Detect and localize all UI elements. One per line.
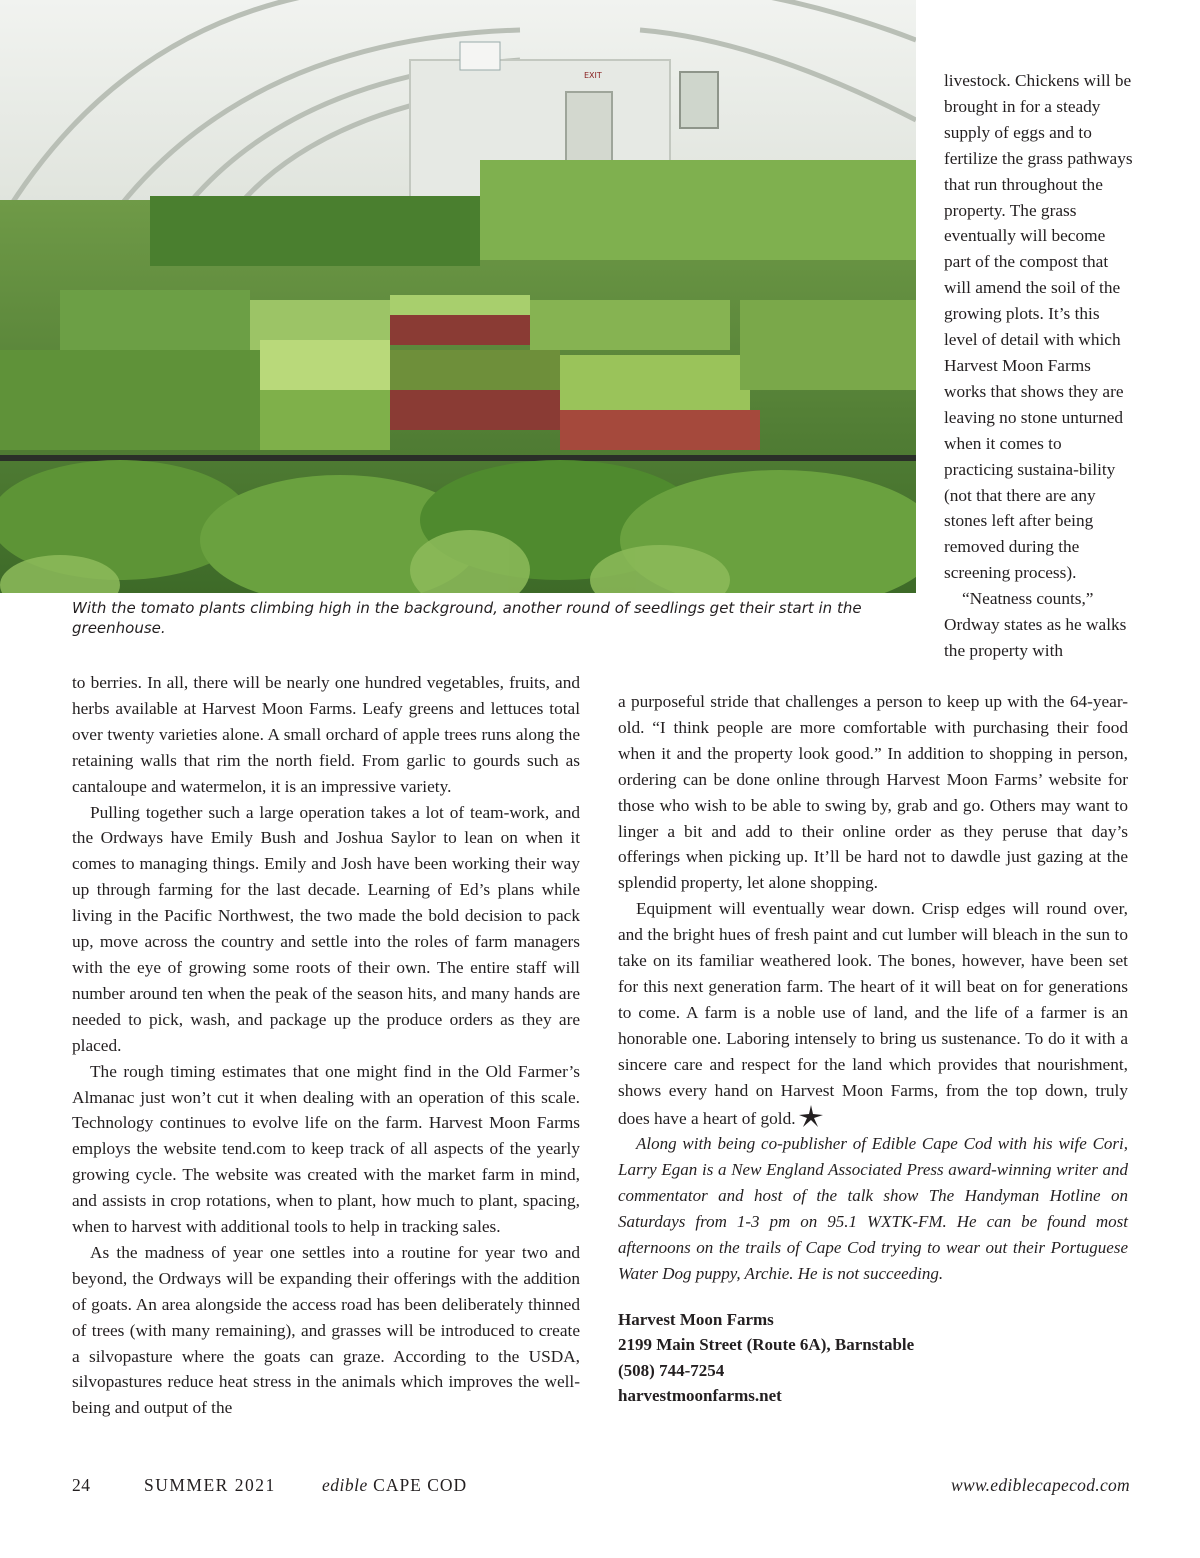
contact-phone: (508) 744-7254 <box>618 1360 725 1380</box>
greenhouse-photo <box>0 0 916 593</box>
greenhouse-illustration <box>0 0 916 593</box>
issue-label: SUMMER 2021 <box>144 1475 276 1495</box>
magazine-name-rest: CAPE COD <box>367 1475 468 1495</box>
article-paragraph: Pulling together such a large operation takes a lot of team-work, and the Ordways have Emily Bush and Joshua Saylor to lean on when it comes to managing things. Emily and Josh have been working their way up through farming for the last decade. Learning of Ed’s plans while living in the Pacific Northwest, the two made the bold decision to pack up, move across the country and settle into the roles of farm managers with the eye of growing some roots of their own. The entire staff will number around ten when the peak of the season hits, and many hands are needed to pick, wash, and package up the produce orders as they are placed. <box>72 802 580 1055</box>
article-column-right-top <box>944 68 1134 664</box>
article-paragraph: The rough timing estimates that one might find in the Old Farmer’s Almanac just won’t cut it when dealing with an operation of this scale. Technology continues to evolve life on the farm. Harvest Moon Farms employs the website tend.com to keep track of all aspects of the yearly growing cycle. The website was created with the market farm in mind, and assists in crop rotations, when to plant, how much to plant, spacing, when to harvest with additional tools to help in tracking sales. <box>72 1061 580 1237</box>
contact-website[interactable]: harvestmoonfarms.net <box>618 1386 782 1406</box>
article-paragraph: “Neatness counts,” Ordway states as he walks the property with <box>944 589 1127 660</box>
article-paragraph: As the madness of year one settles into a routine for year two and beyond, the Ordways will be expanding their offerings with the addition of goats. An area alongside the access road has been deliberately thinned of trees (with many remaining), and grasses will be introduced to create a silvopasture where the goats can graze. According to the USDA, silvopastures reduce heat stress in the animals which improves the well-being and output of the <box>72 1242 580 1418</box>
article-paragraph: livestock. Chickens will be brought in for a steady supply of eggs and to fertilize the grass pathways that run throughout the property. The grass eventually will become part of the compost that will amend the soil of the growing plots. It’s this level of detail with which Harvest Moon Farms works that shows they are leaving no stone unturned when it comes to practicing sustaina-bility (not that there are any stones left after being removed during the screening process). <box>944 71 1133 583</box>
article-column-left <box>72 670 580 1421</box>
article-paragraph: to berries. In all, there will be nearly one hundred vegetables, fruits, and herbs available at Harvest Moon Farms. Leafy greens and lettuces total over twenty varieties alone. A small orchard of apple trees runs along the retaining walls that rim the north field. From garlic to gourds such as cantaloupe and watermelon, it is an impressive variety. <box>72 673 580 796</box>
exit-sign: EXIT <box>584 71 602 80</box>
article-paragraph-final <box>618 896 1128 1131</box>
page-number: 24 <box>72 1475 91 1495</box>
contact-address: 2199 Main Street (Route 6A), Barnstable <box>618 1335 915 1355</box>
magazine-name-italic: edible <box>322 1475 368 1495</box>
page-footer <box>72 1475 1130 1499</box>
photo-caption: With the tomato plants climbing high in the background, another round of seedlings get their start in the greenhouse. <box>72 599 862 637</box>
website-url[interactable]: www.ediblecapecod.com <box>951 1475 1130 1495</box>
contact-block <box>618 1307 1128 1409</box>
contact-name: Harvest Moon Farms <box>618 1309 774 1329</box>
author-bio: Along with being co-publisher of Edible Cape Cod with his wife Cori, Larry Egan is a New England Associated Press award-winning writer and commentator and host of the talk show The Handyman Hotline on Saturdays from 1-3 pm on 95.1 WXTK-FM. He can be found most afternoons on the trails of Cape Cod trying to wear out their Portuguese Water Dog puppy, Archie. He is not succeeding. <box>618 1134 1128 1283</box>
magazine-name <box>322 1475 467 1496</box>
star-icon <box>798 1104 824 1128</box>
article-paragraph-final-text: Equipment will eventually wear down. Crisp edges will round over, and the bright hues of fresh paint and cut lumber will bleach in the sun to take on its familiar weathered look. The bones, however, have been set for this next generation farm. The heart of it will beat on for generations to come. A farm is a noble use of land, and the life of a farmer is an honorable one. Laboring intensely to bring us sustenance. To do it with a sincere care and respect for the land which provides that nourishment, shows every hand on Harvest Moon Farms, from the top down, truly does have a heart of gold. <box>618 899 1128 1128</box>
article-column-middle <box>618 689 1128 1409</box>
article-paragraph: a purposeful stride that challenges a person to keep up with the 64-year-old. “I think people are more comfortable with purchasing their food when it and the property look good.” In addition to shopping in person, ordering can be done online through Harvest Moon Farms’ website for those who wish to be able to swing by, grab and go. Others may want to linger a bit and add to their online order as they peruse that day’s offerings when picking up. It’ll be hard not to dawdle just gazing at the splendid property, let alone shopping. <box>618 692 1128 893</box>
